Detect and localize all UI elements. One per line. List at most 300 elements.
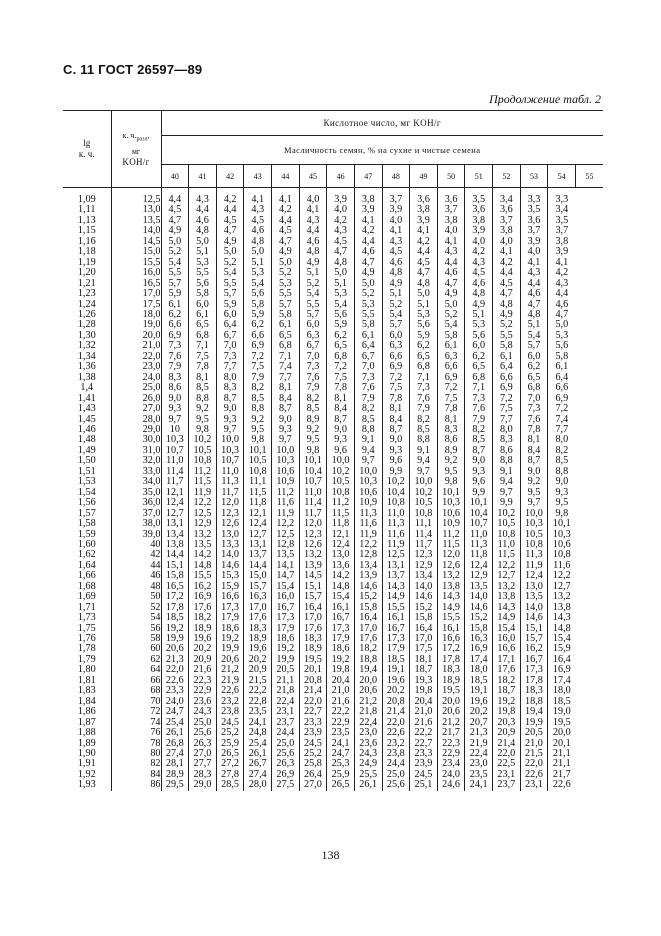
value-cell: 8,0 bbox=[493, 425, 521, 435]
value-cell: 25,2 bbox=[216, 728, 244, 738]
kch-cell: 14,0 bbox=[111, 226, 161, 236]
value-cell: 8,1 bbox=[382, 404, 410, 414]
value-cell: 12,8 bbox=[272, 540, 300, 550]
lg-cell: 1,09 bbox=[63, 188, 111, 206]
value-cell: 9,1 bbox=[354, 435, 382, 445]
kch-cell: 82 bbox=[111, 759, 161, 769]
value-cell: 4,5 bbox=[161, 205, 189, 215]
value-cell: 5,3 bbox=[189, 258, 217, 268]
value-cell: 20,1 bbox=[552, 737, 571, 749]
value-cell: 19,9 bbox=[216, 644, 244, 654]
value-cell: 6,0 bbox=[189, 300, 217, 310]
value-cell: 19,6 bbox=[244, 644, 272, 654]
kch-cell: 86 bbox=[111, 780, 161, 790]
value-cell: 4,3 bbox=[382, 237, 410, 247]
value-cell: 7,3 bbox=[465, 394, 493, 404]
oil-column-header: 46 bbox=[327, 165, 355, 188]
value-cell: 4,6 bbox=[299, 237, 327, 247]
value-cell: 22,6 bbox=[520, 770, 548, 780]
value-cell: 17,0 bbox=[410, 634, 438, 644]
value-cell: 6,5 bbox=[272, 331, 300, 341]
lg-cell: 1,54 bbox=[63, 488, 111, 498]
value-cell: 6,8 bbox=[520, 383, 548, 393]
value-cell: 8,2 bbox=[465, 425, 493, 435]
lg-cell: 1,92 bbox=[63, 770, 111, 780]
value-cell: 11,7 bbox=[299, 509, 327, 519]
value-cell: 4,1 bbox=[493, 247, 521, 257]
value-cell: 20,0 bbox=[437, 697, 465, 707]
kch-header-unit: KOH/г bbox=[122, 156, 150, 167]
value-cell: 13,7 bbox=[244, 550, 272, 560]
value-cell: 7,5 bbox=[382, 383, 410, 393]
value-cell: 20,4 bbox=[410, 697, 438, 707]
value-cell: 17,0 bbox=[244, 603, 272, 613]
value-cell: 7,8 bbox=[189, 362, 217, 372]
value-cell: 17,8 bbox=[161, 603, 189, 613]
kch-cell: 52 bbox=[111, 603, 161, 613]
value-cell: 14,6 bbox=[410, 592, 438, 602]
value-cell: 24,5 bbox=[299, 739, 327, 749]
value-cell: 4,3 bbox=[437, 247, 465, 257]
value-cell: 10,1 bbox=[552, 518, 571, 530]
value-cell: 4,4 bbox=[520, 279, 548, 289]
value-cell: 15,7 bbox=[244, 582, 272, 592]
value-cell: 13,6 bbox=[327, 561, 355, 571]
value-cell: 20,2 bbox=[189, 644, 217, 654]
kch-cell: 30,0 bbox=[111, 435, 161, 445]
value-cell: 20,0 bbox=[552, 727, 571, 739]
value-cell: 4,8 bbox=[244, 237, 272, 247]
table-body bbox=[63, 188, 603, 791]
value-cell: 4,7 bbox=[555, 308, 569, 320]
value-cell: 17,9 bbox=[272, 624, 300, 634]
kch-cell: 37,0 bbox=[111, 509, 161, 519]
value-cell: 16,4 bbox=[354, 613, 382, 623]
value-cell: 15,5 bbox=[382, 603, 410, 613]
value-cell: 10,3 bbox=[272, 456, 300, 466]
value-cell: 9,2 bbox=[299, 425, 327, 435]
value-cell: 5,0 bbox=[161, 237, 189, 247]
value-cell: 13,1 bbox=[244, 540, 272, 550]
lg-cell: 1,21 bbox=[63, 279, 111, 289]
table-row bbox=[63, 519, 603, 529]
value-cell: 8,5 bbox=[354, 415, 382, 425]
value-cell: 5,2 bbox=[299, 279, 327, 289]
value-cell: 4,1 bbox=[437, 237, 465, 247]
kch-cell: 28,0 bbox=[111, 415, 161, 425]
value-cell: 7,0 bbox=[299, 352, 327, 362]
value-cell: 4,8 bbox=[382, 268, 410, 278]
value-cell: 4,4 bbox=[299, 226, 327, 236]
value-cell: 20,6 bbox=[216, 655, 244, 665]
kch-cell: 64 bbox=[111, 665, 161, 675]
value-cell: 11,5 bbox=[437, 540, 465, 550]
value-cell: 26,5 bbox=[216, 749, 244, 759]
value-cell: 13,2 bbox=[299, 550, 327, 560]
value-cell: 7,7 bbox=[555, 423, 569, 435]
value-cell: 14,3 bbox=[382, 582, 410, 592]
value-cell: 5,8 bbox=[437, 331, 465, 341]
value-cell: 8,0 bbox=[216, 373, 244, 383]
value-cell: 19,5 bbox=[552, 716, 571, 728]
value-cell: 9,0 bbox=[272, 415, 300, 425]
value-cell: 11,3 bbox=[382, 519, 410, 529]
value-cell: 5,2 bbox=[382, 300, 410, 310]
value-cell: 15,1 bbox=[520, 624, 548, 634]
lg-cell: 1,26 bbox=[63, 310, 111, 320]
value-cell: 23,6 bbox=[189, 697, 217, 707]
value-cell: 10,8 bbox=[520, 540, 548, 550]
value-cell: 11,9 bbox=[272, 509, 300, 519]
value-cell: 5,3 bbox=[244, 268, 272, 278]
value-cell: 13,7 bbox=[382, 571, 410, 581]
lg-cell: 1,15 bbox=[63, 226, 111, 236]
value-cell: 6,5 bbox=[327, 341, 355, 351]
value-cell: 5,3 bbox=[272, 279, 300, 289]
value-cell: 6,1 bbox=[493, 352, 521, 362]
value-cell: 4,8 bbox=[327, 258, 355, 268]
value-cell: 24,9 bbox=[354, 759, 382, 769]
value-cell: 5,5 bbox=[354, 310, 382, 320]
value-cell: 5,9 bbox=[216, 300, 244, 310]
value-cell: 8,2 bbox=[244, 383, 272, 393]
value-cell: 5,5 bbox=[272, 289, 300, 299]
value-cell: 19,5 bbox=[437, 686, 465, 696]
value-cell: 3,8 bbox=[493, 226, 521, 236]
value-cell: 17,9 bbox=[327, 634, 355, 644]
value-cell: 18,6 bbox=[327, 644, 355, 654]
lg-cell: 1,13 bbox=[63, 216, 111, 226]
value-cell: 13,1 bbox=[161, 519, 189, 529]
value-cell: 8,5 bbox=[299, 404, 327, 414]
value-cell: 5,0 bbox=[410, 289, 438, 299]
value-cell: 18,7 bbox=[493, 686, 521, 696]
value-cell: 10,1 bbox=[465, 498, 493, 508]
value-cell: 16,7 bbox=[382, 624, 410, 634]
lg-cell: 1,87 bbox=[63, 718, 111, 728]
value-cell: 15,4 bbox=[493, 624, 521, 634]
value-cell: 11,6 bbox=[553, 559, 571, 571]
value-cell: 22,9 bbox=[327, 718, 355, 728]
value-cell: 9,7 bbox=[216, 425, 244, 435]
value-cell: 3,7 bbox=[520, 226, 548, 236]
value-cell: 3,6 bbox=[520, 216, 548, 226]
value-cell: 15,0 bbox=[244, 571, 272, 581]
kch-cell: 35,0 bbox=[111, 488, 161, 498]
kch-cell: 13,0 bbox=[111, 205, 161, 215]
kch-cell: 25,0 bbox=[111, 383, 161, 393]
value-cell: 20,6 bbox=[161, 644, 189, 654]
value-cell: 7,2 bbox=[327, 362, 355, 372]
value-cell: 22,2 bbox=[410, 728, 438, 738]
value-cell: 5,3 bbox=[327, 289, 355, 299]
value-cell: 7,6 bbox=[465, 404, 493, 414]
value-cell: 23,3 bbox=[299, 718, 327, 728]
value-cell: 6,9 bbox=[382, 362, 410, 372]
value-cell: 8,1 bbox=[327, 394, 355, 404]
value-cell: 4,3 bbox=[189, 188, 217, 206]
value-cell: 11,4 bbox=[161, 467, 189, 477]
lg-cell: 1,24 bbox=[63, 300, 111, 310]
value-cell: 9,0 bbox=[382, 435, 410, 445]
value-cell: 10,2 bbox=[327, 467, 355, 477]
value-cell: 3,6 bbox=[410, 188, 438, 206]
value-cell: 17,3 bbox=[272, 613, 300, 623]
value-cell: 15,9 bbox=[216, 582, 244, 592]
value-cell: 9,7 bbox=[410, 467, 438, 477]
value-cell: 11,0 bbox=[299, 488, 327, 498]
value-cell: 4,3 bbox=[465, 258, 493, 268]
value-cell: 4,9 bbox=[272, 247, 300, 257]
kch-cell: 42 bbox=[111, 550, 161, 560]
value-cell: 10,5 bbox=[493, 519, 521, 529]
value-cell: 4,0 bbox=[299, 188, 327, 206]
value-cell: 4,5 bbox=[216, 216, 244, 226]
value-cell: 21,5 bbox=[520, 749, 548, 759]
value-cell: 23,9 bbox=[299, 728, 327, 738]
value-cell: 8,7 bbox=[216, 394, 244, 404]
value-cell: 6,5 bbox=[410, 352, 438, 362]
value-cell: 28,1 bbox=[161, 759, 189, 769]
value-cell: 20,3 bbox=[493, 718, 521, 728]
value-cell: 17,8 bbox=[520, 676, 548, 686]
value-cell: 5,5 bbox=[189, 268, 217, 278]
lg-cell: 1,30 bbox=[63, 331, 111, 341]
value-cell: 26,4 bbox=[299, 770, 327, 780]
oil-column-header: 47 bbox=[354, 165, 382, 188]
value-cell: 4,7 bbox=[437, 279, 465, 289]
value-cell: 13,0 bbox=[327, 550, 355, 560]
value-cell: 22,0 bbox=[299, 697, 327, 707]
value-cell: 4,1 bbox=[382, 226, 410, 236]
value-cell: 5,7 bbox=[161, 279, 189, 289]
value-cell: 13,2 bbox=[189, 530, 217, 540]
value-cell: 28,0 bbox=[244, 780, 272, 790]
value-cell: 4,4 bbox=[555, 288, 569, 300]
value-cell: 9,3 bbox=[555, 486, 569, 498]
value-cell: 17,3 bbox=[382, 634, 410, 644]
value-cell: 7,2 bbox=[493, 394, 521, 404]
value-cell: 3,6 bbox=[465, 205, 493, 215]
value-cell: 10,5 bbox=[327, 477, 355, 487]
lg-cell: 1,43 bbox=[63, 404, 111, 414]
value-cell: 5,5 bbox=[216, 279, 244, 289]
value-cell: 7,0 bbox=[520, 394, 548, 404]
kch-cell: 13,5 bbox=[111, 216, 161, 226]
value-cell: 8,8 bbox=[189, 394, 217, 404]
value-cell: 7,0 bbox=[354, 362, 382, 372]
value-cell: 12,7 bbox=[244, 530, 272, 540]
value-cell: 19,1 bbox=[465, 686, 493, 696]
acid-number-title: Кислотное число, мг KOH/г bbox=[161, 111, 603, 136]
value-cell: 12,9 bbox=[189, 519, 217, 529]
value-cell: 24,5 bbox=[410, 770, 438, 780]
value-cell: 3,3 bbox=[555, 194, 569, 205]
value-cell: 25,5 bbox=[354, 770, 382, 780]
value-cell: 24,3 bbox=[189, 707, 217, 717]
value-cell: 3,6 bbox=[493, 205, 521, 215]
value-cell: 24,3 bbox=[354, 749, 382, 759]
oil-column-header: 41 bbox=[189, 165, 217, 188]
kch-cell: 48 bbox=[111, 582, 161, 592]
value-cell: 10,1 bbox=[437, 488, 465, 498]
oil-column-header: 45 bbox=[299, 165, 327, 188]
value-cell: 17,0 bbox=[354, 624, 382, 634]
value-cell: 11,2 bbox=[327, 498, 355, 508]
value-cell: 22,6 bbox=[382, 728, 410, 738]
lg-cell: 1,88 bbox=[63, 728, 111, 738]
kch-cell: 32,0 bbox=[111, 456, 161, 466]
value-cell: 11,2 bbox=[272, 488, 300, 498]
lg-cell: 1,56 bbox=[63, 498, 111, 508]
lg-cell: 1,91 bbox=[63, 759, 111, 769]
value-cell: 21,8 bbox=[272, 686, 300, 696]
value-cell: 9,5 bbox=[299, 435, 327, 445]
value-cell: 23,0 bbox=[354, 728, 382, 738]
lg-cell: 1,50 bbox=[63, 456, 111, 466]
value-cell: 13,5 bbox=[465, 582, 493, 592]
value-cell: 24,4 bbox=[382, 759, 410, 769]
value-cell: 20,8 bbox=[299, 676, 327, 686]
value-cell: 9,2 bbox=[244, 415, 272, 425]
value-cell: 7,2 bbox=[555, 403, 569, 415]
value-cell: 6,9 bbox=[493, 383, 521, 393]
value-cell: 10,5 bbox=[189, 446, 217, 456]
value-cell: 16,4 bbox=[410, 624, 438, 634]
value-cell: 7,6 bbox=[410, 394, 438, 404]
value-cell: 9,7 bbox=[520, 498, 548, 508]
value-cell: 6,0 bbox=[465, 341, 493, 351]
value-cell: 28,9 bbox=[161, 770, 189, 780]
value-cell: 24,0 bbox=[161, 697, 189, 707]
value-cell: 4,2 bbox=[465, 247, 493, 257]
kch-cell: 26,0 bbox=[111, 394, 161, 404]
value-cell: 5,1 bbox=[327, 279, 355, 289]
value-cell: 13,4 bbox=[161, 530, 189, 540]
value-cell: 4,2 bbox=[354, 226, 382, 236]
lg-cell: 1,18 bbox=[63, 247, 111, 257]
lg-cell: 1,57 bbox=[63, 509, 111, 519]
value-cell: 4,8 bbox=[189, 226, 217, 236]
value-cell: 21,6 bbox=[327, 697, 355, 707]
value-cell: 4,1 bbox=[410, 226, 438, 236]
value-cell: 4,2 bbox=[555, 267, 569, 279]
value-cell: 3,7 bbox=[437, 205, 465, 215]
value-cell: 15,1 bbox=[299, 582, 327, 592]
value-cell: 14,3 bbox=[493, 603, 521, 613]
value-cell: 19,4 bbox=[354, 665, 382, 675]
value-cell: 6,0 bbox=[520, 352, 548, 362]
value-cell: 5,0 bbox=[244, 247, 272, 257]
value-cell: 4,3 bbox=[520, 268, 548, 278]
value-cell: 4,3 bbox=[299, 216, 327, 226]
value-cell: 3,9 bbox=[410, 216, 438, 226]
value-cell: 5,7 bbox=[382, 320, 410, 330]
value-cell: 5,8 bbox=[555, 350, 569, 362]
value-cell: 11,6 bbox=[354, 519, 382, 529]
lg-cell: 1,28 bbox=[63, 320, 111, 330]
value-cell: 5,4 bbox=[382, 310, 410, 320]
value-cell: 19,9 bbox=[520, 718, 548, 728]
value-cell: 8,2 bbox=[354, 404, 382, 414]
value-cell: 6,8 bbox=[189, 331, 217, 341]
value-cell: 13,1 bbox=[382, 561, 410, 571]
value-cell: 10,7 bbox=[161, 446, 189, 456]
value-cell: 4,8 bbox=[465, 289, 493, 299]
value-cell: 8,2 bbox=[299, 394, 327, 404]
lg-cell: 1,58 bbox=[63, 519, 111, 529]
value-cell: 15,2 bbox=[410, 603, 438, 613]
value-cell: 22,5 bbox=[493, 759, 521, 769]
value-cell: 14,6 bbox=[465, 603, 493, 613]
value-cell: 20,9 bbox=[244, 665, 272, 675]
value-cell: 9,4 bbox=[493, 477, 521, 487]
value-cell: 17,9 bbox=[382, 644, 410, 654]
value-cell: 22,6 bbox=[161, 676, 189, 686]
kch-cell: 17,5 bbox=[111, 300, 161, 310]
value-cell: 16,9 bbox=[552, 664, 571, 676]
value-cell: 4,0 bbox=[437, 226, 465, 236]
value-cell: 21,2 bbox=[354, 697, 382, 707]
value-cell: 5,6 bbox=[244, 289, 272, 299]
kch-cell: 21,0 bbox=[111, 341, 161, 351]
value-cell: 6,4 bbox=[216, 320, 244, 330]
lg-cell: 1,36 bbox=[63, 362, 111, 372]
value-cell: 24,5 bbox=[216, 718, 244, 728]
value-cell: 10,8 bbox=[244, 467, 272, 477]
value-cell: 7,8 bbox=[382, 394, 410, 404]
value-cell: 10,3 bbox=[437, 498, 465, 508]
value-cell: 8,9 bbox=[299, 415, 327, 425]
value-cell: 10,3 bbox=[216, 446, 244, 456]
value-cell: 10,7 bbox=[299, 477, 327, 487]
value-cell: 16,9 bbox=[189, 592, 217, 602]
value-cell: 4,4 bbox=[493, 268, 521, 278]
value-cell: 23,7 bbox=[493, 780, 521, 790]
value-cell: 8,8 bbox=[410, 435, 438, 445]
value-cell: 18,3 bbox=[299, 634, 327, 644]
value-cell: 5,6 bbox=[189, 279, 217, 289]
value-cell: 11,6 bbox=[382, 530, 410, 540]
value-cell: 25,0 bbox=[382, 770, 410, 780]
value-cell: 4,4 bbox=[216, 205, 244, 215]
value-cell: 14,2 bbox=[327, 571, 355, 581]
value-cell: 12,5 bbox=[189, 509, 217, 519]
value-cell: 5,5 bbox=[493, 331, 521, 341]
value-cell: 12,3 bbox=[299, 530, 327, 540]
value-cell: 5,2 bbox=[437, 310, 465, 320]
value-cell: 19,6 bbox=[465, 697, 493, 707]
value-cell: 9,7 bbox=[272, 435, 300, 445]
value-cell: 21,1 bbox=[552, 758, 571, 770]
value-cell: 5,4 bbox=[327, 300, 355, 310]
value-cell: 10,8 bbox=[410, 509, 438, 519]
value-cell: 10,5 bbox=[520, 530, 548, 540]
table-row bbox=[63, 188, 603, 206]
value-cell: 6,7 bbox=[216, 331, 244, 341]
value-cell: 17,3 bbox=[216, 603, 244, 613]
value-cell: 27,0 bbox=[299, 780, 327, 790]
value-cell: 18,5 bbox=[382, 655, 410, 665]
value-cell: 16,7 bbox=[327, 613, 355, 623]
value-cell: 10,4 bbox=[465, 509, 493, 519]
value-cell: 26,1 bbox=[161, 728, 189, 738]
value-cell: 4,7 bbox=[161, 216, 189, 226]
value-cell: 19,4 bbox=[520, 707, 548, 717]
value-cell: 9,7 bbox=[493, 488, 521, 498]
value-cell: 11,3 bbox=[520, 550, 548, 560]
oil-column-header: 49 bbox=[410, 165, 438, 188]
